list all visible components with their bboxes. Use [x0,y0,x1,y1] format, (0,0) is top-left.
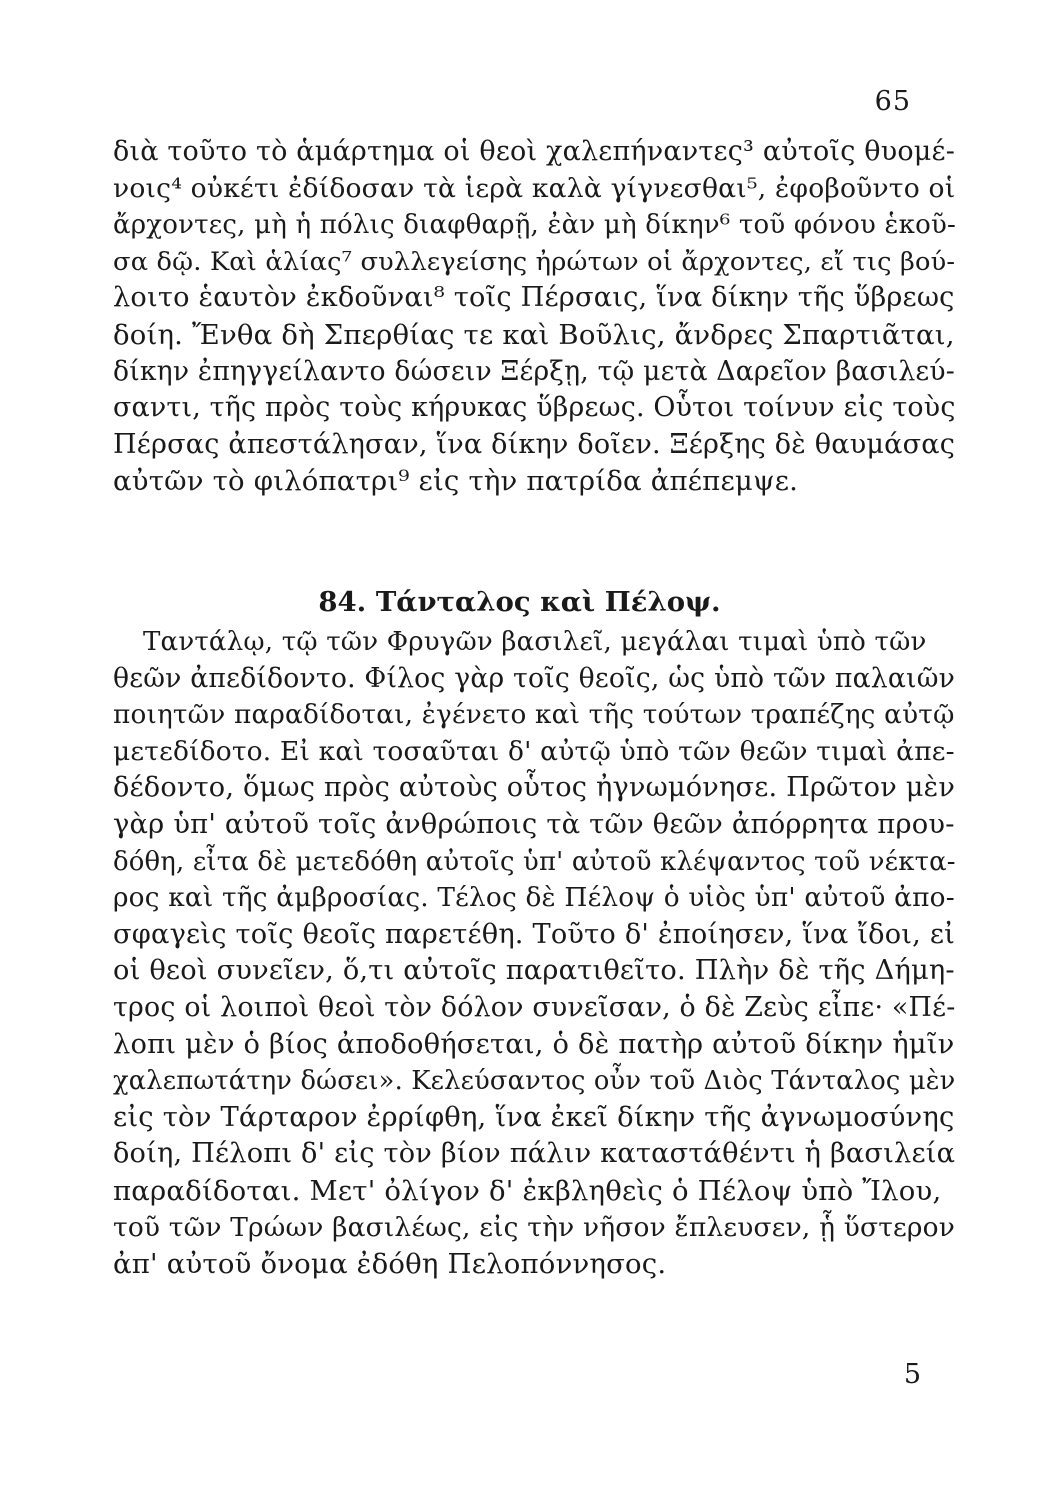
text-line: δέδοντο, ὅμως πρὸς αὐτοὺς οὗτος ἠγνωμόνησε. Πρῶτον μὲν [113,772,956,804]
text-line: σφαγεὶς τοῖς θεοῖς παρετέθη. Τοῦτο δ' ἐποίησεν, ἵνα ἴδοι, εἰ [113,918,956,950]
text-line: λοπι μὲν ὁ βίος ἀποδοθήσεται, ὁ δὲ πατὴρ αὐτοῦ δίκην ἡμῖν [113,1028,955,1060]
text-line: οἱ θεοὶ συνεῖεν, ὅ,τι αὐτοῖς παρατιθεῖτο. Πλὴν δὲ τῆς Δήμη- [113,955,955,987]
paragraph-2 [113,624,956,1283]
text-line: ποιητῶν παραδίδοται, ἐγένετο καὶ τῆς τούτων τραπέζης αὐτῷ [113,700,955,731]
text-line: χαλεπωτάτην δώσει». Κελεύσαντος οὖν τοῦ Διὸς Τάνταλος μὲν [113,1066,956,1097]
text-line: δοίη, Πέλοπι δ' εἰς τὸν βίον πάλιν καταστάθέντι ἡ βασιλεία [113,1138,956,1170]
paragraph-1 [113,134,956,500]
text-line: θεῶν ἀπεδίδοντο. Φίλος γὰρ τοῖς θεοῖς, ὡς ὑπὸ τῶν παλαιῶν [113,662,956,694]
text-line: παραδίδοται. Μετ' ὀλίγον δ' ἐκβληθεὶς ὁ Πέλοψ ὑπὸ Ἴλου, [113,1174,942,1207]
page-number: 65 [874,86,911,117]
text-line: Ταντάλῳ, τῷ τῶν Φρυγῶν βασιλεῖ, μεγάλαι τιμαὶ ὑπὸ τῶν [143,627,927,657]
text-line: ἄρχοντες, μὴ ἡ πόλις διαφθαρῇ, ἐὰν μὴ δίκην⁶ τοῦ φόνου ἑκοῦ- [113,210,956,241]
text-line: λοιτο ἑαυτὸν ἐκδοῦναι⁸ τοῖς Πέρσαις, ἵνα δίκην τῆς ὕβρεως [113,282,955,314]
text-line: Πέρσας ἀπεστάλησαν, ἵνα δίκην δοῖεν. Ξέρξης δὲ θαυμάσας [113,428,956,460]
text-line: νοις⁴ οὐκέτι ἐδίδοσαν τὰ ἱερὰ καλὰ γίγνεσθαι⁵, ἐφοβοῦντο οἱ [113,172,956,204]
text-line: αὐτῶν τὸ φιλόπατρι⁹ εἰς τὴν πατρίδα ἀπέπεμψε. [113,465,799,498]
text-line: γὰρ ὑπ' αὐτοῦ τοῖς ἀνθρώποις τὰ τῶν θεῶν ἀπόρρητα πρου- [113,808,955,840]
text-line: δίκην ἐπηγγείλαντο δώσειν Ξέρξῃ, τῷ μετὰ Δαρεῖον βασιλεύ- [113,355,955,387]
signature-mark: 5 [903,1359,921,1390]
section-heading: 84. Τάνταλος καὶ Πέλοψ. [318,586,721,618]
text-line: δόθη, εἶτα δὲ μετεδόθη αὐτοῖς ὑπ' αὐτοῦ κλέψαντος τοῦ νέκτα- [113,846,956,877]
text-line: μετεδίδοτο. Εἰ καὶ τοσαῦται δ' αὐτῷ ὑπὸ τῶν θεῶν τιμαὶ ἀπε- [113,735,955,767]
text-line: ἀπ' αὐτοῦ ὄνομα ἐδόθη Πελοπόννησος. [113,1248,667,1281]
text-line: δοίη. Ἔνθα δὴ Σπερθίας τε καὶ Βοῦλις, ἄνδρες Σπαρτιᾶται, [113,318,955,351]
text-line: εἰς τὸν Τάρταρον ἐρρίφθη, ἵνα ἐκεῖ δίκην τῆς ἀγνωμοσύνης [113,1101,955,1133]
text-line: σαντι, τῆς πρὸς τοὺς κήρυκας ὕβρεως. Οὗτοι τοίνυν εἰς τοὺς [113,392,956,424]
text-line: τοῦ τῶν Τρώων βασιλέως, εἰς τὴν νῆσον ἔπλευσεν, ᾗ ὕστερον [113,1211,956,1243]
text-line: τρος οἱ λοιποὶ θεοὶ τὸν δόλον συνεῖσαν, ὁ δὲ Ζεὺς εἶπε· «Πέ- [113,991,956,1023]
text-line: ρος καὶ τῆς ἀμβροσίας. Τέλος δὲ Πέλοψ ὁ υἱὸς ὑπ' αὐτοῦ ἀπο- [113,883,955,914]
text-line: σα δῷ. Καὶ ἁλίας⁷ συλλεγείσης ἠρώτων οἱ ἄρχοντες, εἴ τις βού- [113,246,956,277]
text-line: διὰ τοῦτο τὸ ἁμάρτημα οἱ θεοὶ χαλεπήναντες³ αὐτοῖς θυομέ- [113,136,956,167]
